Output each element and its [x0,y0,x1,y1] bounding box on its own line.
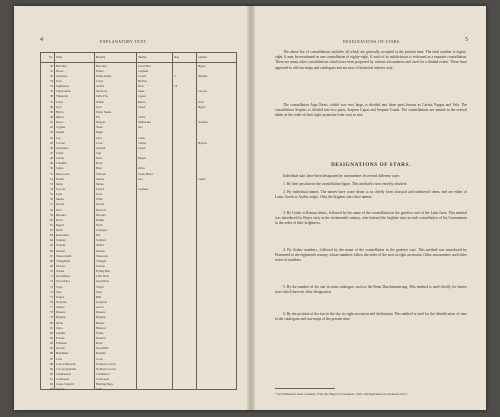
table-cell: Canis Minor [138,171,154,176]
table-cell: 44 [50,135,53,140]
table-cell: Bull [96,294,102,299]
table-cell: Swordfish [96,346,109,351]
table-cell: Archer [96,84,105,89]
table-cell: Hydrus [138,78,147,83]
table-cell: Ursa Minor [56,274,70,279]
table-cell: Mensa [56,197,64,202]
table-cell: Triangulum [56,258,71,263]
table-cell: Little Fox [96,94,108,99]
table-cell: Aquila [56,130,65,135]
table-cell: 42 [50,125,53,130]
table-cell: 77 [50,305,53,310]
table-cell: 31 [50,68,53,73]
table-cell: Sculptor [56,238,67,243]
table-cell: 61 [50,222,53,227]
table-cell: Swan [96,125,103,130]
table-cell: Apus [138,89,145,94]
intro-paragraph: The above list of constellations includes all which are generally accepted at the present time. The total number is eighty-eight. It may be mentioned as one constellation of eighty-eight. If each of its subdivisions is reckoned as a separate constellation. There are many other constellations which have been proposed by various astronomers and used for a limited extent. These have appeared in old star-maps and catalogues and are now of historical interest only. [275,50,467,70]
table-cell: Sagittarius [56,84,69,89]
table-cell: Flying Fish [96,269,110,274]
table-cell: Crater [56,150,64,155]
table-cell: 53 [50,181,53,186]
body-paragraph: 4. By Arabic numbers, followed by the name of the constellation in the genitive case. This method was introduced by Flamsteed in the eighteenth century, whose numbers follow the order of the stars in right ascension. Other astronomers used other series of numbers. [275,248,467,263]
table-cell: Twins [96,330,104,335]
table-cell: Dragon [96,120,105,125]
table-cell: 62 [50,228,53,233]
table-cell: Pisces [56,68,64,73]
column-divider [196,53,197,389]
footnote: * See Flamsteed's Atlas Coelestis, 1729; also Bayer's Uranometria, 1603, and Argelander's Uranometria Nova. [275,392,408,396]
table-cell: Chameleon [96,372,110,376]
table-cell: 69 [50,264,53,269]
table-cell: 73 [50,284,53,289]
table-cell: Furnace [96,336,106,341]
table-cell: Hunter [96,320,105,325]
table-cell: Tucana [56,264,65,269]
header-cell: No. [49,56,53,59]
table-cell: Crown [138,73,147,78]
table-row [41,89,236,94]
table-cell: Net [96,233,101,238]
page-number: 4 [40,37,43,43]
table-cell: Fishes [96,68,104,73]
table-cell: Libra [56,325,63,330]
table-cell: Perseus [56,310,66,315]
table-cell: Carina [138,140,146,145]
table-cell: Water-bearer [96,73,112,78]
section-title: DESIGNATIONS OF STARS. [331,162,411,168]
body-paragraph: 5. By the number of the star in some catalogue, such as the Bonn Durchmusterung. This method is used chiefly for fainter stars which have no other designation. [275,285,467,295]
body-paragraph: 2. By individual names. The names have come down to us chiefly from classical and mediaeval times, and are either of Latin, Greek or Arabic origin. Only the brighter stars have names. [275,190,467,200]
table-cell: River [96,341,103,346]
table-cell: Hyper [198,104,206,109]
table-cell: Puppis [56,222,65,227]
table-cell: 92 [50,382,53,387]
open-book [14,6,486,410]
table-cell: Canes Venatici [56,382,74,387]
table-cell: 72 [50,279,53,284]
table-cell: 67 [50,253,53,258]
table-cell: 75 [50,294,53,299]
table-cell: 66 [50,248,53,253]
table-row [41,104,236,109]
table-cell: Crane [96,78,104,83]
running-head: DESIGNATIONS OF STARS. [343,39,401,44]
table-cell: Corona Australis [56,366,77,371]
table-cell: Corvus [56,140,65,145]
table-cell: Shield [96,243,104,248]
table-cell: Lupus [198,176,206,181]
table-cell: Sculptor [96,238,107,243]
table-cell: Lacerta [56,186,65,191]
table-cell: Taurus [56,294,65,299]
table-cell: Pyxis [56,228,63,233]
body-paragraph: 1. By their position in the constellation figure. This method is now entirely obsolete. [283,182,408,186]
table-cell: Lupus [138,94,146,99]
table-cell: Octans [56,202,65,207]
table-cell: Sails [96,289,102,294]
table-cell: Puppis [138,156,147,161]
page-number: 5 [465,37,468,43]
table-cell: Sea Goat [96,89,107,94]
table-cell: Dorado [56,346,65,351]
table-cell: Scutum [56,243,66,248]
table-cell: Lynx [96,192,103,197]
table-cell: 39 [50,109,53,114]
table-cell: Southern Crown [96,366,116,371]
table-cell: Virgo [56,284,63,289]
table-cell: Lynx [56,192,63,197]
table-cell: Carina [56,156,64,161]
table-cell: Scorpius [56,300,67,305]
table-row [41,120,236,125]
table-cell: 76 [50,300,53,305]
table-cell: 46 [50,145,53,150]
table-cell: 89 [50,366,53,371]
table-cell: Gemini [56,330,65,335]
table-cell: Ursa [198,99,204,104]
table-cell: Norma [56,176,65,181]
table-cell: 81 [50,325,53,330]
table-cell: 34 [50,84,53,89]
column-divider [172,53,173,389]
table-cell: 35 [50,89,53,94]
table-cell: 79 [50,315,53,320]
table-cell: Cepheus [138,186,149,191]
table-cell: Crux [56,356,62,361]
body-paragraph: 3. By Greek or Roman letters, followed by the name of the constellation in the genitive case of the Latin form. This method was introduced by Bayer early in the seventeenth century, who lettered the brighter stars in each constellation of his Uranometria in the order of their brightness. [275,211,467,226]
table-row [41,63,236,68]
table-cell: 52 [50,176,53,181]
table-cell: Pegasus [56,315,66,320]
table-cell: Cepheus [138,68,149,73]
table-cell: 37 [50,99,53,104]
table-cell: Pictor [56,217,64,222]
table-cell: Hydrus [198,140,207,145]
table-cell: 82 [50,330,53,335]
column-divider [136,53,137,389]
table-cell: 63 [50,233,53,238]
table-cell: Crow [96,140,103,145]
table-cell: Dove [96,161,103,166]
table-cell: Corona Borealis [56,361,76,366]
table-cell: Reticulum [56,233,69,238]
right-page [255,6,486,410]
table-cell: Northern Crown [96,361,116,366]
table-cell: Scorpion [96,300,107,305]
table-cell: Hare [96,166,102,171]
table-cell: 74 [50,289,53,294]
table-cell: Canis [138,135,145,140]
table-cell: Musca [56,114,64,119]
table-cell: 88 [50,361,53,366]
table-cell: Compass [96,228,108,233]
table-cell: Water Snake [96,109,112,114]
table-cell: 47 [50,150,53,155]
table-cell: Cassiopeia [96,377,109,382]
table-cell: Orion [56,320,63,325]
table-cell: Lepus [56,166,64,171]
table-row [41,99,236,104]
body-paragraph: Individual stars have been designated by astronomers in several different ways: [283,174,401,178]
intro-paragraph: The constellation Argo Navis, which was very large, is divided into three parts known as Carina, Puppis and Vela. The constellation Serpens is divided into two parts, Serpens Caput and Serpens Cauda. The constellations are named in the several tables in the order of their right ascension from west to east. [275,103,467,118]
table-cell: Triangle [96,258,107,263]
table-cell: 87 [50,356,53,361]
table-cell: Stern [96,222,103,227]
table-cell: Phoenix [96,212,106,217]
table-cell: Arrow [96,305,104,310]
table-cell: Serpens [198,120,208,125]
table-cell: Cassiopeia [56,377,69,382]
footnote-rule [275,388,335,389]
table-cell: Lizard [96,186,104,191]
table-cell: 58 [50,207,53,212]
table-cell: Crater [138,104,146,109]
table-row [41,176,236,181]
table-cell: Aquarius [56,73,67,78]
table-cell: Hunting Dogs [96,382,113,387]
table-cell: 48 [50,156,53,161]
table-cell: Lion [96,135,102,140]
table-cell: Peacock [96,207,106,212]
table-cell: Ophiuchus [138,120,151,125]
table-cell: Toucan [96,264,105,269]
table-cell: Nereids [198,73,208,78]
header-cell: Meaning [96,56,106,59]
table-cell: Grus [56,78,62,83]
table-header [41,53,236,63]
table-cell: Jewel Box [138,63,151,68]
table-cell: 36 [50,94,53,99]
table-cell: 55 [50,192,53,197]
table-cell: Sextant [96,248,105,253]
table-cell: Eridanus [56,341,67,346]
header-cell: Number [138,56,147,59]
table-cell: Lyre [96,104,102,109]
table-cell: 78 [50,310,53,315]
table-cell: Ursa Major [56,279,70,284]
table-cell: 30 [50,63,53,68]
constellation-table [40,52,237,390]
table-cell: Balance [96,325,106,330]
table-cell: 60 [50,217,53,222]
book-gutter [247,6,255,410]
table-cell: 41 [50,120,53,125]
table-cell: Centaur [96,145,106,150]
table-cell: 64 [50,238,53,243]
table-cell: Chamaeleon [56,372,71,376]
table-cell: 56 [50,197,53,202]
table-cell: 49 [50,161,53,166]
table-cell: Perseus [96,310,106,315]
table-cell: 80 [50,320,53,325]
table-cell: Ara [138,125,143,130]
table-cell: Octant [96,202,104,207]
table-cell: 57 [50,202,53,207]
table-row [41,140,236,145]
table-cell: Indus [56,181,63,186]
table-cell: Orion [138,166,145,171]
table-cell: Fornax [56,336,65,341]
table-cell: Hyper [198,63,206,68]
header-cell: Genitive [198,56,207,59]
table-cell: 85 [50,346,53,351]
table-cell: Pavo [56,207,62,212]
body-paragraph: 6. By the position of the star in the sky, its right ascension and declination. This method is used for the identification of stars in the catalogues and star-maps of the present time. [275,312,467,322]
table-cell: Lyra [56,104,62,109]
table-cell: Hydra [56,109,64,114]
table-cell: Virgin [96,284,104,289]
table-cell: Hercules [56,63,67,68]
table-cell: Painter [96,217,105,222]
table-cell: 43 [50,130,53,135]
header-cell: Mag. [174,56,180,59]
column-divider [54,53,55,389]
table-cell: Sextans [56,248,66,253]
table-cell: Telescope [96,253,108,258]
table-cell: Centaurus [56,145,69,150]
table-cell: 65 [50,243,53,248]
table-cell: Monoceros [56,171,70,176]
table-cell: 4 [174,73,176,78]
table-cell: 14 [174,84,177,89]
header-cell: Name [56,56,63,59]
table-cell: Crab [96,387,102,392]
table-cell: Telescopium [56,253,72,258]
table-cell: Hercules [96,63,107,68]
table-cell: Ara [138,176,143,181]
table-cell: Cygnus [56,125,66,130]
table-cell: 84 [50,341,53,346]
table-cell: Square [96,176,105,181]
table-cell: Sagitta [56,305,65,310]
table-cell: 32 [50,73,53,78]
table-cell: Eagle [96,130,103,135]
table-cell: 50 [50,166,53,171]
table-cell: Whale [96,99,104,104]
table-cell: Pavo [138,84,144,89]
table-cell: Cetus [56,99,63,104]
table-cell: Great Bear [96,279,110,284]
table-cell: 70 [50,269,53,274]
table-cell: Unicorn [96,171,106,176]
table-cell: 83 [50,336,53,341]
table-cell: Cross [96,356,103,361]
table-cell: Lacerta [198,89,207,94]
table-cell: 86 [50,351,53,356]
table-cell: Pegasus [96,315,106,320]
table-cell: 59 [50,212,53,217]
table-cell: 38 [50,104,53,109]
table-cell: Cancer [56,387,65,392]
table-cell: Table [96,197,103,202]
table-cell: Dolphin [96,351,106,356]
table-cell: 71 [50,274,53,279]
table-cell: Little Bear [96,274,109,279]
table-cell: Keel [96,156,102,161]
table-cell: 51 [50,171,53,176]
table-cell: Phoenix [56,212,66,217]
table-cell: Leo [56,135,61,140]
table-cell: Lupus [138,145,146,150]
table-cell: 45 [50,140,53,145]
table-cell: Vela [56,289,62,294]
table-cell: Volans [56,269,65,274]
column-divider [94,53,95,389]
running-head: EXPLANATORY TEXT. [100,39,148,44]
table-cell: Circle [138,114,146,119]
table-cell: Columba [56,161,67,166]
table-cell: 33 [50,78,53,83]
table-cell: Pisces [138,99,146,104]
table-cell: 40 [50,114,53,119]
table-cell: 68 [50,258,53,263]
table-cell: Draco [56,120,64,125]
table-cell: 90 [50,372,53,376]
table-cell: Capricornus [56,89,71,94]
table-cell: 54 [50,186,53,191]
table-cell: Cup [96,150,102,155]
table-row [41,73,236,78]
table-cell: Indian [96,181,104,186]
table-cell: 93 [50,387,53,392]
table-body [41,63,236,392]
table-cell: Fly [96,114,101,119]
table-cell: Delphinus [56,351,69,356]
table-cell: Vulpecula [56,94,69,99]
left-page [14,6,247,410]
table-row [41,387,236,392]
table-cell: 91 [50,377,53,382]
